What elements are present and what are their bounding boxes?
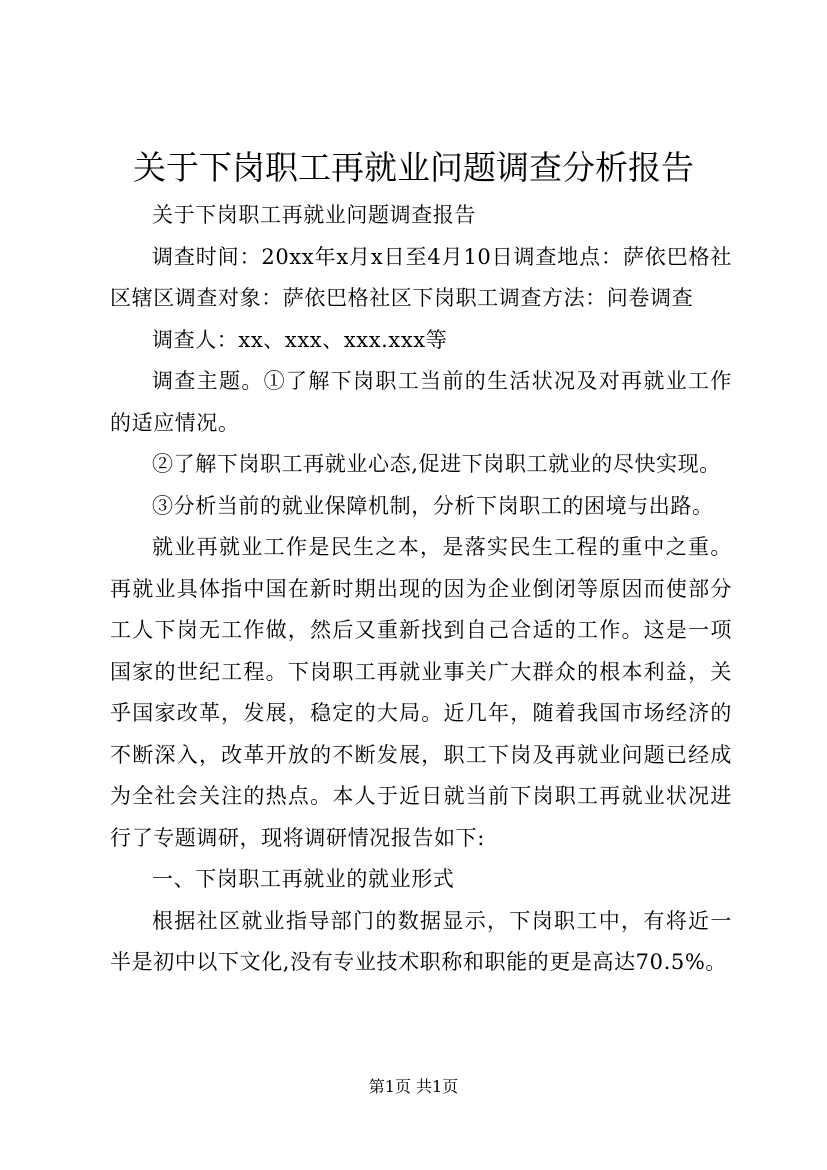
document-title: 关于下岗职工再就业问题调查分析报告 <box>133 148 694 187</box>
paragraph-subtitle: 关于下岗职工再就业问题调查报告 <box>152 203 476 227</box>
paragraph-statistics: 根据社区就业指导部门的数据显示，下岗职工中，有将近一半是初中以下文化,没有专业技术职称和职能的更是高达70.5%。 <box>110 908 732 974</box>
page-footer: 第1页 共1页 <box>368 1077 459 1096</box>
paragraph-theme: 调查主题。①了解下岗职工当前的生活状况及对再就业工作的适应情况。 <box>110 369 732 435</box>
paragraph-surveyors: 调查人：xx、xxx、xxx.xxx等 <box>152 327 448 352</box>
section-heading-1: 一、下岗职工再就业的就业形式 <box>152 867 455 891</box>
paragraph-theme-2: ②了解下岗职工再就业心态,促进下岗职工就业的尽快实现。 <box>152 452 721 476</box>
paragraph-survey-info: 调查时间：20xx年x月x日至4月10日调查地点：萨依巴格社区辖区调查对象：萨依巴格社区下岗职工调查方法：问卷调查 <box>110 244 732 310</box>
document-body <box>110 195 732 984</box>
paragraph-background: 就业再就业工作是民生之本，是落实民生工程的重中之重。再就业具体指中国在新时期出现的因为企业倒闭等原因而使部分工人下岗无工作做，然后又重新找到自己合适的工作。这是一项国家的世纪工程。下岗职工再就业事关广大群众的根本利益，关乎国家改革，发展，稳定的大局。近几年，随着我国市场经济的不断深入，改革开放的不断发展，职工下岗及再就业问题已经成为全社会关注的热点。本人于近日就当前下岗职工再就业状况进行了专题调研，现将调研情况报告如下: <box>110 535 732 850</box>
paragraph-theme-3: ③分析当前的就业保障机制，分析下岗职工的困境与出路。 <box>152 493 714 518</box>
